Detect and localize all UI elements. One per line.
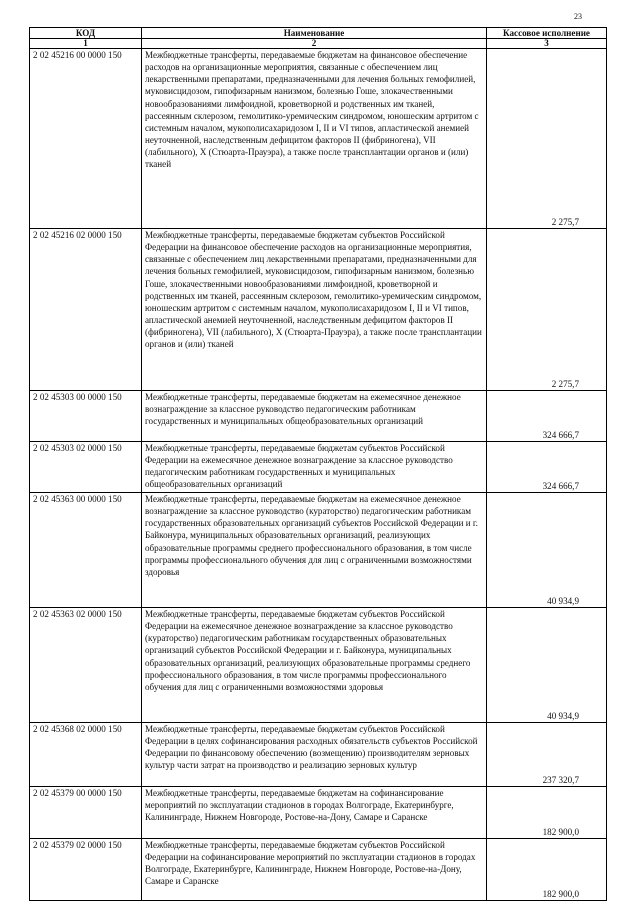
row-code: 2 02 45363 02 0000 150	[30, 608, 142, 723]
row-name: Межбюджетные трансферты, передаваемые бюджетам на софинансирование мероприятий по эксплуатации стадионов в городах Волгограде, Екатеринбурге, Калининграде, Нижнем Новгороде, Ростове-на-Дону, Самаре и Саранске	[142, 787, 487, 839]
row-code: 2 02 45303 00 0000 150	[30, 391, 142, 442]
column-number-2: 2	[142, 39, 487, 49]
row-amount: 182 900,0	[487, 787, 607, 839]
row-amount: 40 934,9	[487, 493, 607, 608]
row-name: Межбюджетные трансферты, передаваемые бюджетам субъектов Российской Федерации на ежемесячное денежное вознаграждение за классное руководство педагогическим работникам государственных и муниципальных общеобразовательных организаций	[142, 442, 487, 493]
table-row	[30, 391, 607, 442]
column-number-3: 3	[487, 39, 607, 49]
budget-table	[29, 27, 607, 901]
column-number-1: 1	[30, 39, 142, 49]
row-name: Межбюджетные трансферты, передаваемые бюджетам на финансовое обеспечение расходов на организационные мероприятия, связанные с обеспечением лиц лекарственными препаратами, предназначенными для лечения больных гемофилией, муковисцидозом, гипофизарным нанизмом, болезнью Гоше, злокачественными новообразованиями лимфоидной, кроветворной и родственных им тканей, рассеянным склерозом, гемолитико-уремическим синдромом, юношеским артритом с системным началом, мукополисахаридозом I, II и VI типов, апластической анемией неуточненной, наследственным дефицитом факторов II (фибриногена), VII (лабильного), X (Стюарта-Прауэра), а также после трансплантации органов и (или) тканей	[142, 49, 487, 229]
table-row	[30, 839, 607, 901]
header-row	[30, 28, 607, 39]
table-row	[30, 229, 607, 391]
row-code: 2 02 45379 00 0000 150	[30, 787, 142, 839]
header-amount: Кассовое исполнение	[487, 28, 607, 39]
row-code: 2 02 45368 02 0000 150	[30, 723, 142, 787]
row-amount: 2 275,7	[487, 229, 607, 391]
table-row	[30, 723, 607, 787]
row-amount: 237 320,7	[487, 723, 607, 787]
header-code: КОД	[30, 28, 142, 39]
row-code: 2 02 45303 02 0000 150	[30, 442, 142, 493]
row-amount: 324 666,7	[487, 391, 607, 442]
table-row	[30, 442, 607, 493]
row-code: 2 02 45379 02 0000 150	[30, 839, 142, 901]
table-row	[30, 787, 607, 839]
page-number: 23	[574, 12, 582, 21]
row-name: Межбюджетные трансферты, передаваемые бюджетам на ежемесячное денежное вознаграждение за классное руководство (кураторство) педагогическим работникам государственных образовательных организаций субъектов Российской Федерации и г. Байконура, муниципальных образовательных организаций, реализующих образовательные программы среднего профессионального образования, в том числе программы профессионального обучения для лиц с ограниченными возможностями здоровья	[142, 493, 487, 608]
table-row	[30, 608, 607, 723]
row-amount: 40 934,9	[487, 608, 607, 723]
row-code: 2 02 45216 00 0000 150	[30, 49, 142, 229]
row-name: Межбюджетные трансферты, передаваемые бюджетам субъектов Российской Федерации в целях софинансирования расходных обязательств субъектов Российской Федерации по финансовому обеспечению (возмещению) производителям зерновых культур части затрат на производство и реализацию зерновых культур	[142, 723, 487, 787]
column-number-row	[30, 39, 607, 49]
row-amount: 324 666,7	[487, 442, 607, 493]
header-name: Наименование	[142, 28, 487, 39]
row-name: Межбюджетные трансферты, передаваемые бюджетам субъектов Российской Федерации на ежемесячное денежное вознаграждение за классное руководство (кураторство) педагогическим работникам государственных образовательных организаций субъектов Российской Федерации и г. Байконура, муниципальных образовательных организаций, реализующих образовательные программы среднего профессионального образования, в том числе программы профессионального обучения для лиц с ограниченными возможностями здоровья	[142, 608, 487, 723]
row-amount: 182 900,0	[487, 839, 607, 901]
row-name: Межбюджетные трансферты, передаваемые бюджетам на ежемесячное денежное вознаграждение за классное руководство педагогическим работникам государственных и муниципальных общеобразовательных организаций	[142, 391, 487, 442]
row-code: 2 02 45363 00 0000 150	[30, 493, 142, 608]
table-row	[30, 49, 607, 229]
row-name: Межбюджетные трансферты, передаваемые бюджетам субъектов Российской Федерации на финансовое обеспечение расходов на организационные мероприятия, связанные с обеспечением лиц лекарственными препаратами, предназначенными для лечения больных гемофилией, муковисцидозом, гипофизарным нанизмом, болезнью Гоше, злокачественными новообразованиями лимфоидной, кроветворной и родственных им тканей, рассеянным склерозом, гемолитико-уремическим синдромом, юношеским артритом с системным началом, мукополисахаридозом I, II и VI типов, апластической анемией неуточненной, наследственным дефицитом факторов II (фибриногена), VII (лабильного), X (Стюарта-Прауэра), а также после трансплантации органов и (или) тканей	[142, 229, 487, 391]
row-amount: 2 275,7	[487, 49, 607, 229]
row-code: 2 02 45216 02 0000 150	[30, 229, 142, 391]
table-row	[30, 493, 607, 608]
row-name: Межбюджетные трансферты, передаваемые бюджетам субъектов Российской Федерации на софинансирование мероприятий по эксплуатации стадионов в городах Волгограде, Екатеринбурге, Калининграде, Нижнем Новгороде, Ростове-на-Дону, Самаре и Саранске	[142, 839, 487, 901]
